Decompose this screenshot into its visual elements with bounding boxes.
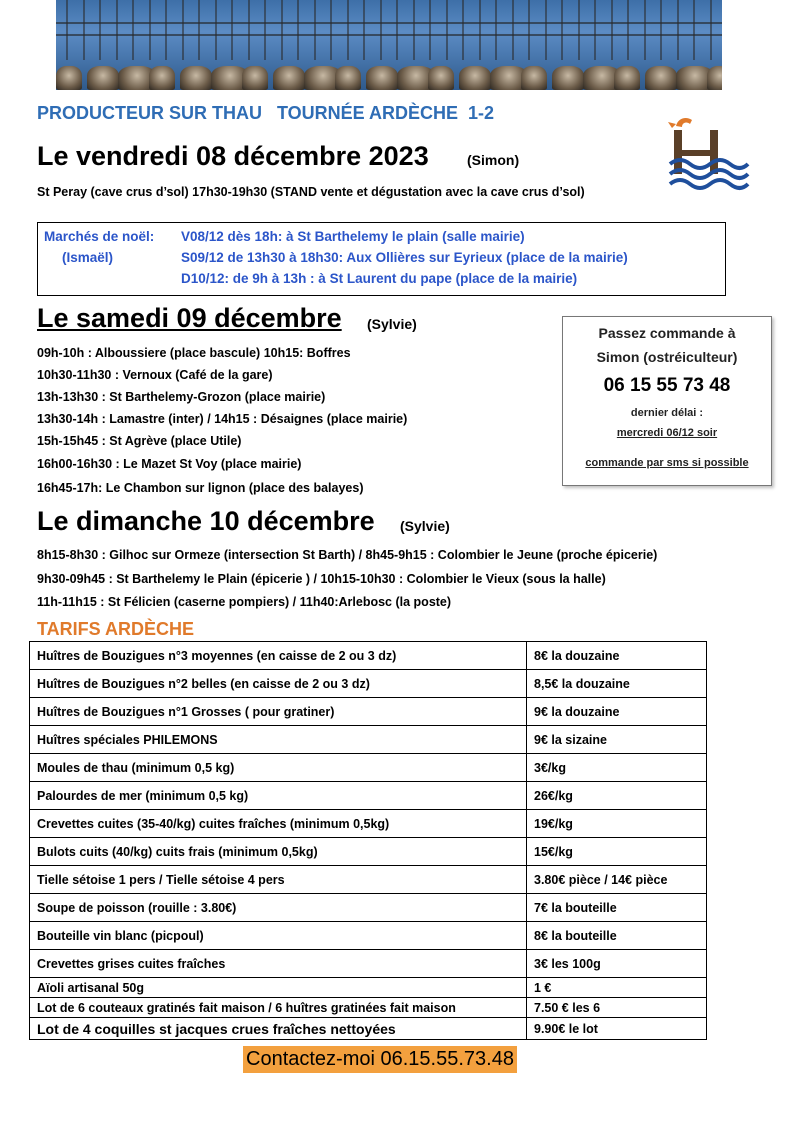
oyster-rope [429, 0, 431, 60]
oyster-cluster [428, 66, 454, 90]
table-row [30, 922, 707, 950]
oyster-rope [297, 0, 299, 60]
product-cell: Lot de 6 couteaux gratinés fait maison / 6 huîtres gratinées fait maison [30, 998, 527, 1018]
saturday-line: 09h-10h : Alboussiere (place bascule) 10h15: Boffres [37, 346, 351, 360]
price-cell: 8,5€ la douzaine [527, 670, 707, 698]
sunday-line: 9h30-09h45 : St Barthelemy le Plain (épicerie ) / 10h15-10h30 : Colombier le Vieux (sous la halle) [37, 572, 606, 586]
table-row [30, 810, 707, 838]
order-sms-note: commande par sms si possible [585, 457, 749, 469]
product-cell: Bouteille vin blanc (picpoul) [30, 922, 527, 950]
marches-item: S09/12 de 13h30 à 18h30: Aux Ollières sur Eyrieux (place de la mairie) [181, 250, 628, 265]
oyster-rope [413, 0, 415, 60]
sunday-title: Le dimanche 10 décembre [37, 506, 375, 536]
oyster-rope [594, 0, 596, 60]
table-row [30, 838, 707, 866]
oyster-rope [380, 0, 382, 60]
product-cell: Lot de 4 coquilles st jacques crues fraîches nettoyées [30, 1018, 527, 1040]
saturday-line: 16h00-16h30 : Le Mazet St Voy (place mairie) [37, 457, 302, 471]
product-cell: Bulots cuits (40/kg) cuits frais (minimum 0,5kg) [30, 838, 527, 866]
oyster-rope [231, 0, 233, 60]
saturday-person: (Sylvie) [367, 316, 417, 332]
oyster-rope [83, 0, 85, 60]
oyster-cluster [707, 66, 722, 90]
product-cell: Aïoli artisanal 50g [30, 978, 527, 998]
oyster-rope [66, 0, 68, 60]
oyster-rope [462, 0, 464, 60]
oyster-cluster [335, 66, 361, 90]
oyster-rope [446, 0, 448, 60]
table-row [30, 698, 707, 726]
oyster-rope [528, 0, 530, 60]
oyster-rope [165, 0, 167, 60]
bird-icon [676, 118, 692, 127]
oyster-rope [116, 0, 118, 60]
saturday-line: 13h-13h30 : St Barthelemy-Grozon (place mairie) [37, 390, 326, 404]
saturday-title: Le samedi 09 décembre [37, 303, 342, 333]
table-row [30, 978, 707, 998]
price-cell: 15€/kg [527, 838, 707, 866]
product-cell: Soupe de poisson (rouille : 3.80€) [30, 894, 527, 922]
price-cell: 9.90€ le lot [527, 1018, 707, 1040]
oyster-rope [182, 0, 184, 60]
oyster-cluster [149, 66, 175, 90]
oyster-rope [710, 0, 712, 60]
oyster-rope [495, 0, 497, 60]
product-cell: Moules de thau (minimum 0,5 kg) [30, 754, 527, 782]
price-cell: 9€ la sizaine [527, 726, 707, 754]
table-row [30, 782, 707, 810]
product-cell: Crevettes grises cuites fraîches [30, 950, 527, 978]
sunday-person: (Sylvie) [400, 518, 450, 534]
oyster-rope [215, 0, 217, 60]
order-info-box [562, 316, 772, 486]
oyster-rope [693, 0, 695, 60]
price-cell: 8€ la douzaine [527, 642, 707, 670]
price-cell: 7.50 € les 6 [527, 998, 707, 1018]
order-line-1: Passez commande à [598, 325, 736, 341]
oyster-table-rail [56, 22, 722, 24]
oyster-rope [578, 0, 580, 60]
marches-item: D10/12: de 9h à 13h : à St Laurent du pape (place de la mairie) [181, 271, 578, 286]
product-cell: Huîtres de Bouzigues n°1 Grosses ( pour gratiner) [30, 698, 527, 726]
oyster-rope [198, 0, 200, 60]
sunday-line: 8h15-8h30 : Gilhoc sur Ormeze (intersection St Barth) / 8h45-9h15 : Colombier le Jeune (proche épicerie) [37, 548, 658, 562]
oyster-rope [660, 0, 662, 60]
oyster-rope [149, 0, 151, 60]
oyster-rope [314, 0, 316, 60]
table-row [30, 726, 707, 754]
price-cell: 8€ la bouteille [527, 922, 707, 950]
friday-line: St Peray (cave crus d’sol) 17h30-19h30 (STAND vente et dégustation avec la cave crus d’sol) [37, 185, 585, 199]
friday-person: (Simon) [467, 152, 520, 168]
table-row [30, 866, 707, 894]
price-cell: 7€ la bouteille [527, 894, 707, 922]
oyster-rope [248, 0, 250, 60]
table-row [30, 950, 707, 978]
order-line-2: Simon (ostréiculteur) [596, 349, 738, 365]
page-header-title: PRODUCTEUR SUR THAU TOURNÉE ARDÈCHE 1-2 [37, 103, 495, 123]
oyster-rope [132, 0, 134, 60]
product-cell: Huîtres spéciales PHILEMONS [30, 726, 527, 754]
sunday-line: 11h-11h15 : St Félicien (caserne pompiers) / 11h40:Arlebosc (la poste) [37, 595, 452, 609]
product-cell: Huîtres de Bouzigues n°3 moyennes (en caisse de 2 ou 3 dz) [30, 642, 527, 670]
saturday-line: 16h45-17h: Le Chambon sur lignon (place des balayes) [37, 481, 364, 495]
marches-person: (Ismaël) [62, 250, 114, 265]
product-cell: Huîtres de Bouzigues n°2 belles (en caisse de 2 ou 3 dz) [30, 670, 527, 698]
product-cell: Tielle sétoise 1 pers / Tielle sétoise 4 pers [30, 866, 527, 894]
oyster-farm-banner-image [56, 0, 722, 90]
price-cell: 26€/kg [527, 782, 707, 810]
oyster-rope [644, 0, 646, 60]
oyster-cluster [459, 66, 491, 90]
price-cell: 19€/kg [527, 810, 707, 838]
table-row [30, 754, 707, 782]
oyster-cluster [614, 66, 640, 90]
oyster-rope [347, 0, 349, 60]
order-deadline: mercredi 06/12 soir [616, 427, 718, 439]
marches-item: V08/12 dès 18h: à St Barthelemy le plain (salle mairie) [181, 229, 525, 244]
marches-label: Marchés de noël: [44, 229, 155, 244]
oyster-cluster [180, 66, 212, 90]
oyster-rope [677, 0, 679, 60]
friday-title: Le vendredi 08 décembre 2023 [37, 141, 429, 171]
oyster-cluster [552, 66, 584, 90]
table-row [30, 998, 707, 1018]
table-row [30, 1018, 707, 1040]
tarifs-title: TARIFS ARDÈCHE [37, 619, 194, 639]
oyster-cluster [521, 66, 547, 90]
contact-banner: Contactez-moi 06.15.55.73.48 [243, 1046, 517, 1073]
price-cell: 3€ les 100g [527, 950, 707, 978]
oyster-rope [281, 0, 283, 60]
oyster-cluster [645, 66, 677, 90]
oyster-cluster [273, 66, 305, 90]
product-cell: Palourdes de mer (minimum 0,5 kg) [30, 782, 527, 810]
oyster-cluster [242, 66, 268, 90]
oyster-cluster [366, 66, 398, 90]
saturday-line: 10h30-11h30 : Vernoux (Café de la gare) [37, 368, 273, 382]
table-row [30, 670, 707, 698]
oyster-rope [627, 0, 629, 60]
oyster-cluster [56, 66, 82, 90]
oyster-rope [479, 0, 481, 60]
saturday-line: 13h30-14h : Lamastre (inter) / 14h15 : Désaignes (place mairie) [37, 412, 408, 426]
oyster-table-rail [56, 34, 722, 36]
oyster-rope [611, 0, 613, 60]
price-cell: 9€ la douzaine [527, 698, 707, 726]
price-cell: 3€/kg [527, 754, 707, 782]
oyster-rope [363, 0, 365, 60]
saturday-line: 15h-15h45 : St Agrève (place Utile) [37, 434, 242, 448]
order-phone: 06 15 55 73 48 [603, 375, 731, 396]
price-cell: 3.80€ pièce / 14€ pièce [527, 866, 707, 894]
oyster-rope [512, 0, 514, 60]
product-cell: Crevettes cuites (35-40/kg) cuites fraîches (minimum 0,5kg) [30, 810, 527, 838]
oyster-rope [545, 0, 547, 60]
oyster-rope [396, 0, 398, 60]
oyster-rope [561, 0, 563, 60]
order-deadline-label: dernier délai : [630, 407, 704, 419]
oyster-rope [330, 0, 332, 60]
table-row [30, 894, 707, 922]
table-row [30, 642, 707, 670]
oyster-cluster [87, 66, 119, 90]
tarifs-table [29, 641, 707, 1040]
price-cell: 1 € [527, 978, 707, 998]
oyster-rope [99, 0, 101, 60]
producer-logo [660, 112, 752, 194]
oyster-rope [264, 0, 266, 60]
